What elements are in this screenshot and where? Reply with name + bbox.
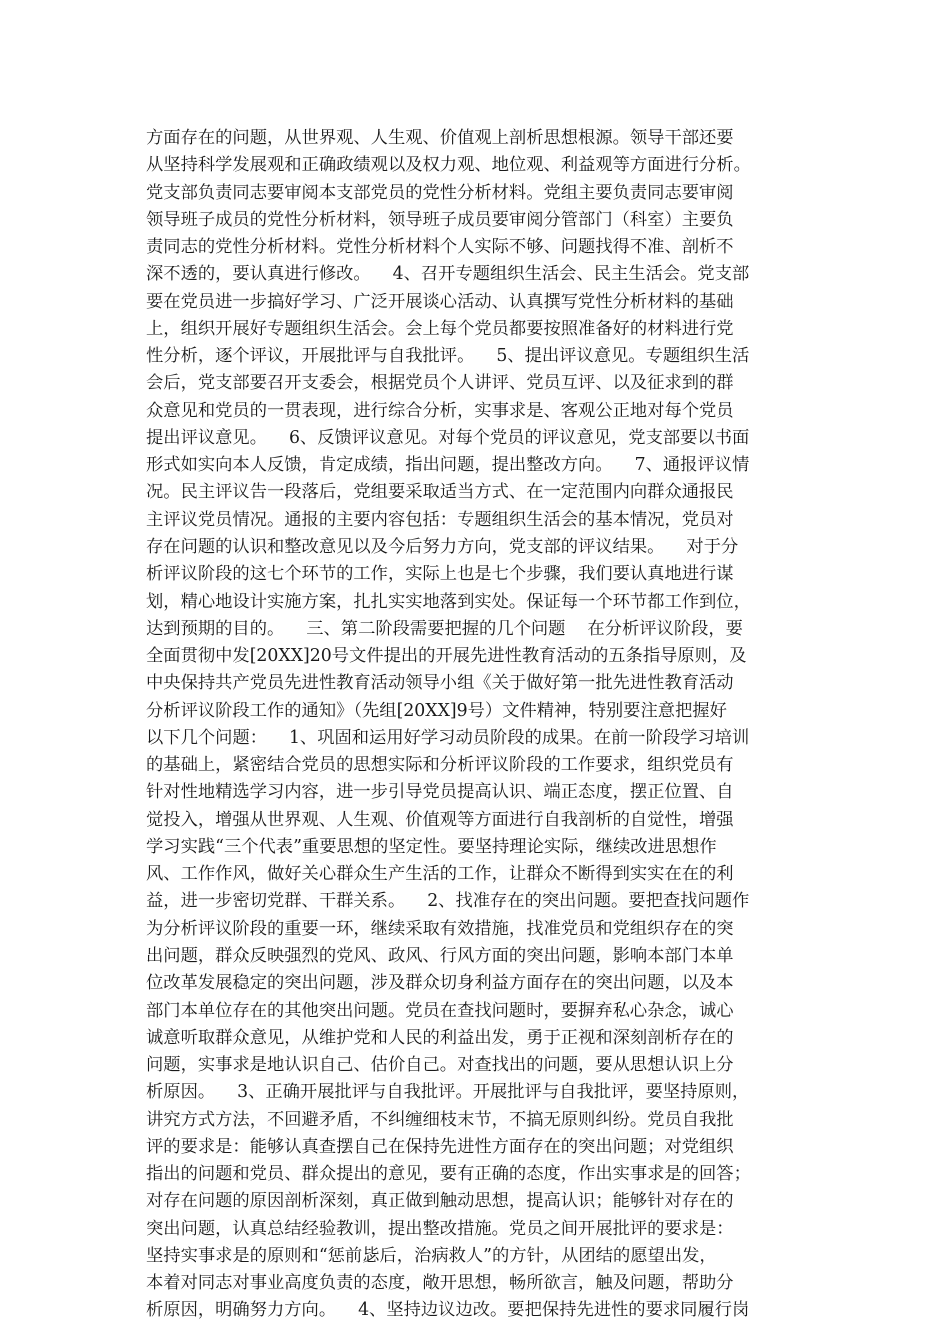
text-line: 学习实践“三个代表”重要思想的坚定性。要坚持理论实际，继续改进思想作 xyxy=(146,836,717,857)
text-line: 诚意听取群众意见，从维护党和人民的利益出发，勇于正视和深刻剖析存在的 xyxy=(146,1027,734,1048)
text-line: 出问题，群众反映强烈的党风、政风、行风方面的突出问题，影响本部门本单 xyxy=(146,945,734,966)
text-line: 益，进一步密切党群、干群关系。 2、找准存在的突出问题。要把查找问题作 xyxy=(146,891,750,912)
text-line: 析原因。 3、正确开展批评与自我批评。开展批评与自我批评，要坚持原则， xyxy=(146,1082,750,1103)
text-line: 讲究方式方法，不回避矛盾，不纠缠细枝末节，不搞无原则纠纷。党员自我批 xyxy=(146,1109,734,1130)
text-line: 深不透的，要认真进行修改。 4、召开专题组织生活会、民主生活会。党支部 xyxy=(146,264,750,285)
text-line: 形式如实向本人反馈，肯定成绩，指出问题，提出整改方向。 7、通报评议情 xyxy=(146,455,750,476)
text-line: 党支部负责同志要审阅本支部党员的党性分析材料。党组主要负责同志要审阅 xyxy=(146,182,734,203)
text-line: 提出评议意见。 6、反馈评议意见。对每个党员的评议意见，党支部要以书面 xyxy=(146,427,750,448)
text-line: 针对性地精选学习内容，进一步引导党员提高认识、端正态度，摆正位置、自 xyxy=(146,782,734,803)
text-line: 指出的问题和党员、群众提出的意见，要有正确的态度，作出实事求是的回答； xyxy=(146,1164,751,1185)
text-line: 问题，实事求是地认识自己、估价自己。对查找出的问题，要从思想认识上分 xyxy=(146,1055,734,1076)
text-line: 方面存在的问题，从世界观、人生观、价值观上剖析思想根源。领导干部还要 xyxy=(146,128,734,148)
text-line: 风、工作作风，做好关心群众生产生活的工作，让群众不断得到实实在在的利 xyxy=(146,864,734,885)
text-line: 坚持实事求是的原则和“惩前毖后，治病救人”的方针，从团结的愿望出发， xyxy=(146,1245,717,1266)
text-line: 对存在问题的原因剖析深刻，真正做到触动思想，提高认识；能够针对存在的 xyxy=(146,1191,734,1212)
text-line: 为分析评议阶段的重要一环，继续采取有效措施，找准党员和党组织存在的突 xyxy=(146,918,734,939)
text-line: 全面贯彻中发[20XX]20号文件提出的开展先进性教育活动的五条指导原则，及 xyxy=(146,646,747,667)
text-line: 存在问题的认识和整改意见以及今后努力方向，党支部的评议结果。 对于分 xyxy=(146,536,739,557)
text-line: 达到预期的目的。 三、第二阶段需要把握的几个问题 在分析评议阶段，要 xyxy=(146,618,743,639)
text-line: 析原因，明确努力方向。 4、坚持边议边改。要把保持先进性的要求同履行岗 xyxy=(146,1300,750,1321)
text-line: 本着对同志对事业高度负责的态度，敞开思想，畅所欲言，触及问题，帮助分 xyxy=(146,1273,734,1294)
text-line: 位改革发展稳定的突出问题，涉及群众切身利益方面存在的突出问题，以及本 xyxy=(146,973,734,994)
text-line: 要在党员进一步搞好学习、广泛开展谈心活动、认真撰写党性分析材料的基础 xyxy=(146,291,734,312)
text-line: 主评议党员情况。通报的主要内容包括：专题组织生活会的基本情况，党员对 xyxy=(146,509,734,530)
text-line: 上，组织开展好专题组织生活会。会上每个党员都要按照准备好的材料进行党 xyxy=(146,318,734,339)
text-line: 划，精心地设计实施方案，扎扎实实地落到实处。保证每一个环节都工作到位， xyxy=(146,591,751,612)
text-line: 部门本单位存在的其他突出问题。党员在查找问题时，要摒弃私心杂念，诚心 xyxy=(146,1000,734,1021)
text-line: 分析评议阶段工作的通知》（先组[20XX]9号）文件精神，特别要注意把握好 xyxy=(146,700,727,721)
text-line: 突出问题，认真总结经验教训，提出整改措施。党员之间开展批评的要求是： xyxy=(146,1218,734,1239)
body-text xyxy=(146,125,806,1325)
text-line: 领导班子成员的党性分析材料，领导班子成员要审阅分管部门（科室）主要负 xyxy=(146,209,734,230)
text-line: 中央保持共产党员先进性教育活动领导小组《关于做好第一批先进性教育活动 xyxy=(146,673,734,694)
text-line: 众意见和党员的一贯表现，进行综合分析，实事求是、客观公正地对每个党员 xyxy=(146,400,734,421)
text-line: 从坚持科学发展观和正确政绩观以及权力观、地位观、利益观等方面进行分析。 xyxy=(146,155,751,176)
text-line: 以下几个问题： 1、巩固和运用好学习动员阶段的成果。在前一阶段学习培训 xyxy=(146,727,750,748)
text-line: 责同志的党性分析材料。党性分析材料个人实际不够、问题找得不准、剖析不 xyxy=(146,237,734,258)
text-line: 析评议阶段的这七个环节的工作，实际上也是七个步骤，我们要认真地进行谋 xyxy=(146,564,734,585)
text-line: 况。民主评议告一段落后，党组要采取适当方式、在一定范围内向群众通报民 xyxy=(146,482,734,503)
text-line: 觉投入，增强从世界观、人生观、价值观等方面进行自我剖析的自觉性，增强 xyxy=(146,809,734,830)
text-line: 评的要求是：能够认真查摆自己在保持先进性方面存在的突出问题；对党组织 xyxy=(146,1136,734,1157)
text-line: 性分析，逐个评议，开展批评与自我批评。 5、提出评议意见。专题组织生活 xyxy=(146,346,750,367)
text-line: 会后，党支部要召开支委会，根据党员个人讲评、党员互评、以及征求到的群 xyxy=(146,373,734,394)
text-line: 的基础上，紧密结合党员的思想实际和分析评议阶段的工作要求，组织党员有 xyxy=(146,755,734,776)
